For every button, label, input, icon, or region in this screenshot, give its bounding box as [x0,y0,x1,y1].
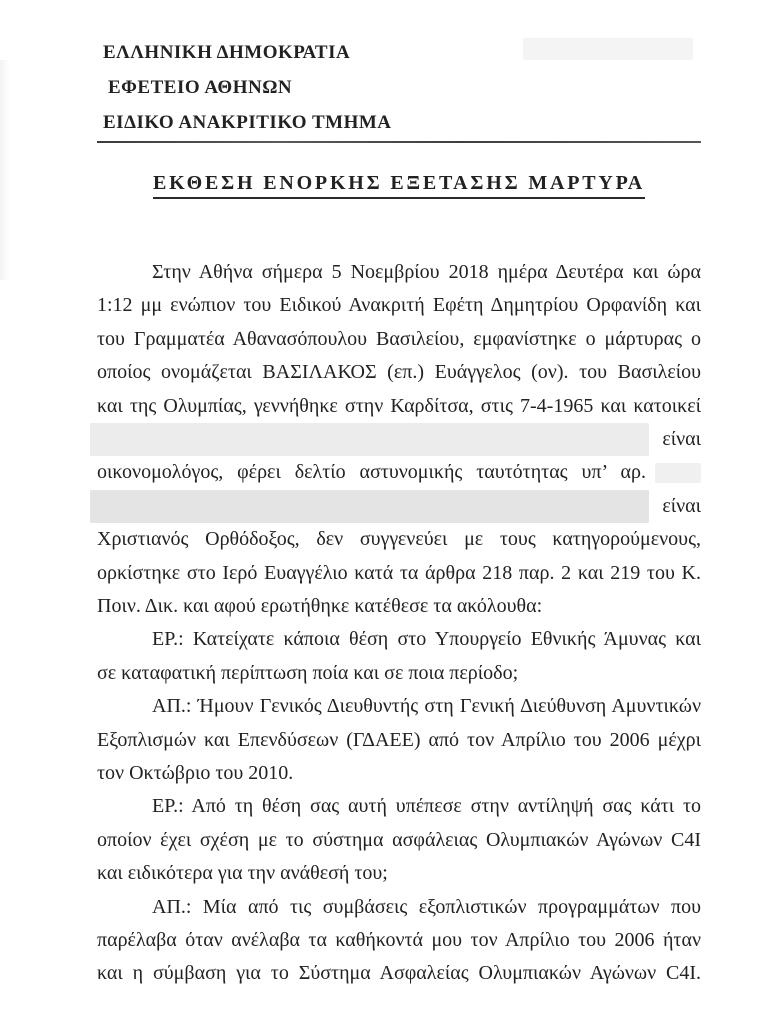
header-line-court: ΕΦΕΤΕΙΟ ΑΘΗΝΩΝ [108,77,293,98]
redaction-line [97,490,701,523]
redaction-line [97,423,701,456]
document-title-row [97,172,701,199]
document-line: τον Οκτώβριο του 2010. [97,762,294,785]
document-line: παρέλαβα όταν ανέλαβα τα καθήκοντά μου τον Απρίλιο του 2006 ήταν [97,929,701,952]
document-line [97,456,701,489]
redaction-box-id-number [655,463,701,483]
redaction-box-top-right [523,38,693,60]
scan-edge-artifact [0,60,10,280]
document-line: οποίος ονομάζεται ΒΑΣΙΛΑΚΟΣ (επ.) Ευάγγελος (ον). του Βασιλείου [97,361,701,384]
redaction-line-trailing-word: είναι [662,428,701,451]
document-line: οποίον έχει σχέση με το σύστημα ασφάλειας Ολυμπιακών Αγώνων C4I [97,828,701,851]
document-line-answer: ΑΠ.: Ήμουν Γενικός Διευθυντής στη Γενική Διεύθυνση Αμυντικών [152,695,701,718]
document-line-question: ΕΡ.: Κατείχατε κάποια θέση στο Υπουργείο Εθνικής Άμυνας και [152,628,701,651]
header-line-department: ΕΙΔΙΚΟ ΑΝΑΚΡΙΤΙΚΟ ΤΜΗΜΑ [103,112,392,133]
document-line: ορκίστηκε στο Ιερό Ευαγγέλιο κατά τα άρθρα 218 παρ. 2 και 219 του Κ. [97,561,701,584]
redaction-line-trailing-word: είναι [662,494,701,517]
document-line-text: οικονομολόγος, φέρει δελτίο αστυνομικής ταυτότητας υπ’ αρ. [97,461,646,484]
header-line-republic: ΕΛΛΗΝΙΚΗ ΔΗΜΟΚΡΑΤΙΑ [103,42,351,63]
document-line: σε καταφατική περίπτωση ποία και σε ποια περίοδο; [97,661,519,684]
document-line: και η σύμβαση για το Σύστημα Ασφαλείας Ολυμπιακών Αγώνων C4I. [97,962,701,985]
document-line: του Γραμματέα Αθανασόπουλου Βασιλείου, εμφανίστηκε ο μάρτυρας ο [97,327,701,350]
redaction-bar [90,490,649,523]
document-line: και ειδικότερα για την ανάθεσή του; [97,862,388,885]
document-line: Εξοπλισμών και Επενδύσεων (ΓΔΑΕΕ) από τον Απρίλιο του 2006 μέχρι [97,728,701,751]
document-header [103,35,392,140]
document-line: Ποιν. Δικ. και αφού ερωτήθηκε κατέθεσε τα ακόλουθα: [97,595,543,618]
redaction-bar [90,423,649,456]
document-line-answer: ΑΠ.: Μία από τις συμβάσεις εξοπλιστικών προγραμμάτων που [152,895,701,918]
document-line: 1:12 μμ ενώπιον του Ειδικού Ανακριτή Εφέτη Δημητρίου Ορφανίδη και [97,294,701,317]
document-title: ΕΚΘΕΣΗ ΕΝΟΡΚΗΣ ΕΞΕΤΑΣΗΣ ΜΑΡΤΥΡΑ [153,172,645,199]
document-body [97,256,701,991]
document-line-question: ΕΡ.: Από τη θέση σας αυτή υπέπεσε στην αντίληψή σας κάτι το [152,795,701,818]
header-divider [97,141,701,143]
document-line: Στην Αθήνα σήμερα 5 Νοεμβρίου 2018 ημέρα Δευτέρα και ώρα [152,261,701,283]
document-line: και της Ολυμπίας, γεννήθηκε στην Καρδίτσα, στις 7-4-1965 και κατοικεί [97,394,701,417]
document-line: Χριστιανός Ορθόδοξος, δεν συγγενεύει με τους κατηγορούμενους, [97,528,701,551]
